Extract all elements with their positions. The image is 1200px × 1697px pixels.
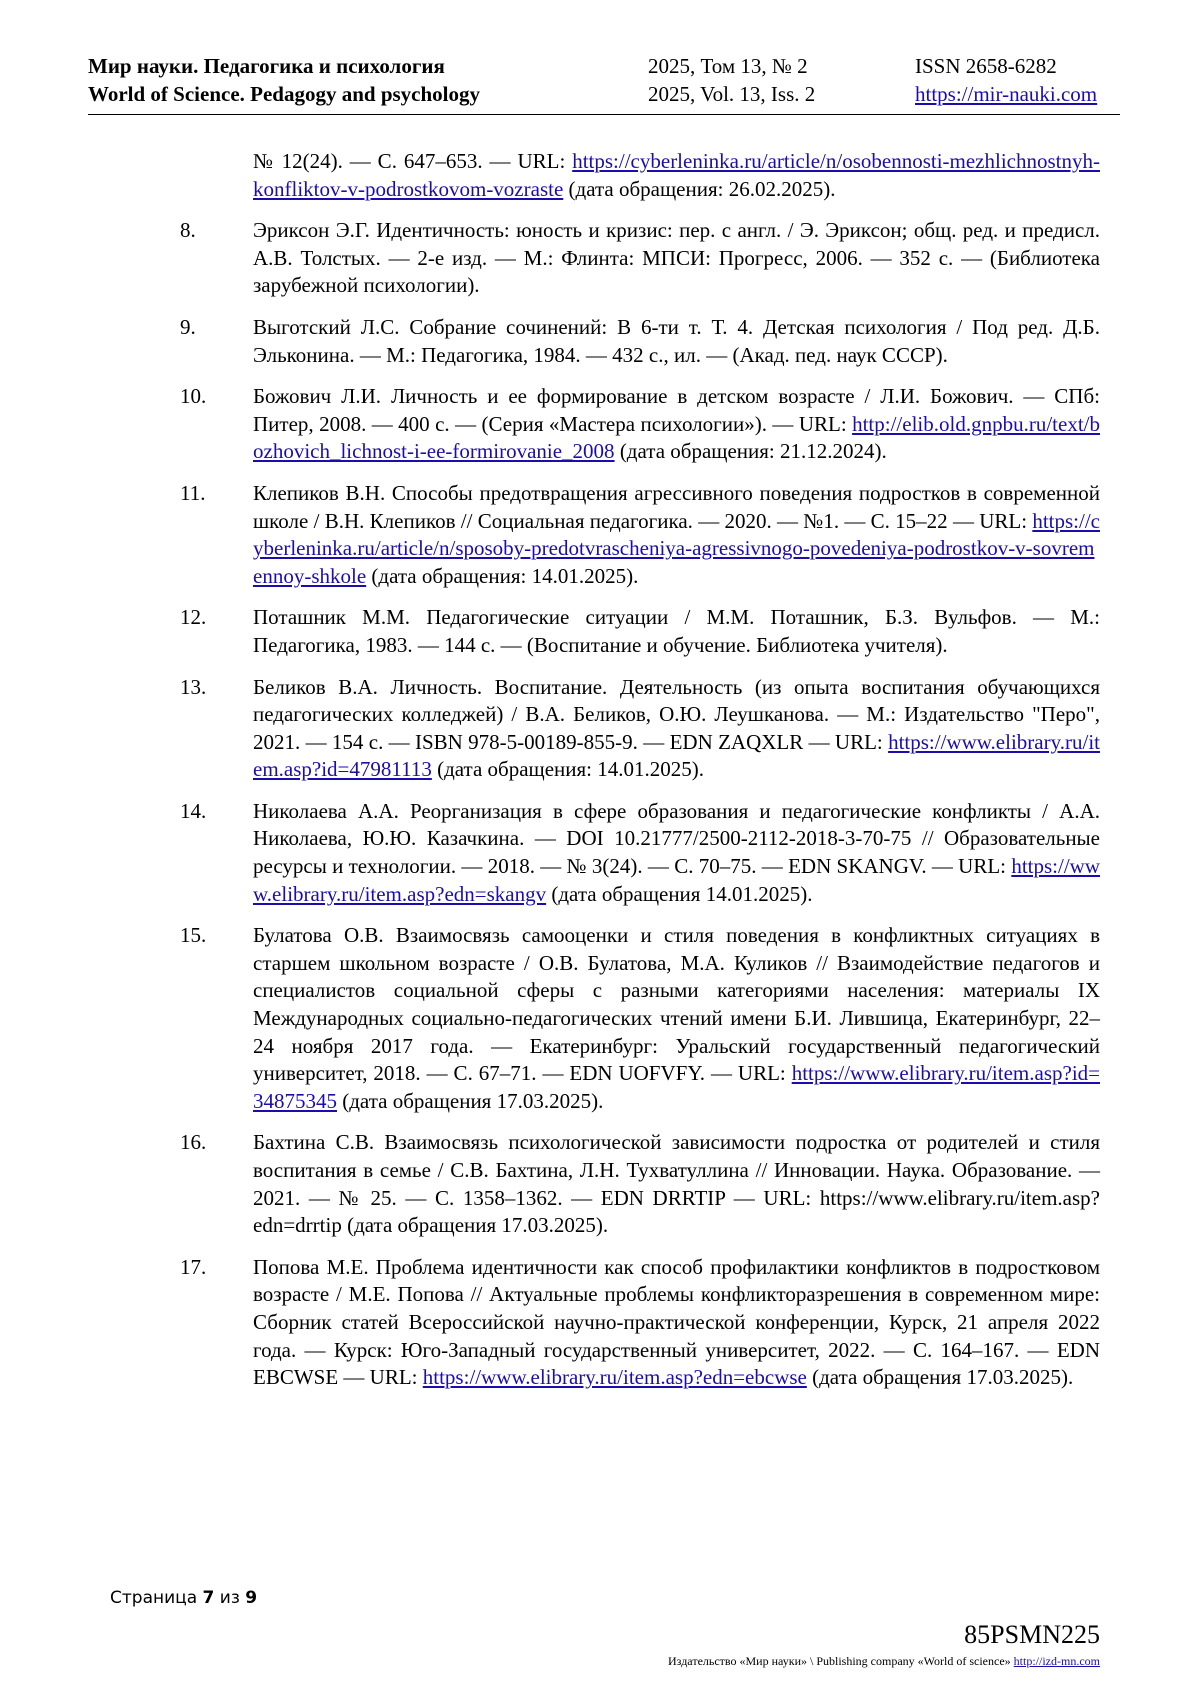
continuation-text: № 12(24). — С. 647–653. — URL: <box>253 149 573 173</box>
reference-link[interactable]: https://www.elibrary.ru/item.asp?edn=ebcwse <box>422 1365 807 1390</box>
reference-item <box>180 604 1100 659</box>
reference-body <box>253 798 1100 908</box>
article-code: 85PSMN225 <box>964 1620 1100 1649</box>
reference-text: Клепиков В.Н. Способы предотвращения агрессивного поведения подростков в современной школе / В.Н. Клепиков // Социальная педагогика. — 2020. — №1. — С. 15–22 — URL: <box>253 480 1100 533</box>
publisher-line <box>668 1654 1100 1669</box>
reference-link[interactable]: http://elib.old.gnpbu.ru/text/bozhovich_lichnost-i-ee-formirovanie_2008 <box>253 411 1100 464</box>
reference-link[interactable]: https://www.elibrary.ru/item.asp?id=34875345 <box>253 1061 1100 1113</box>
page-total: 9 <box>245 1588 258 1608</box>
reference-continuation <box>253 148 1100 203</box>
page-current: 7 <box>202 1588 215 1608</box>
reference-access-date: (дата обращения: 14.01.2025). <box>366 563 639 588</box>
reference-link[interactable]: https://www.elibrary.ru/item.asp?edn=skangv <box>253 854 1100 906</box>
reference-text: Николаева А.А. Реорганизация в сфере образования и педагогические конфликты / А.А. Николаева, Ю.Ю. Казачкина. — DOI 10.21777/2500-2112-2018-3-70-75 // Образовательные ресурсы и технологии. — 2018. — № 3(24). — С. 70–75. — EDN SKANGV. — URL: <box>253 798 1100 879</box>
reference-body <box>253 1254 1100 1392</box>
reference-number: 15. <box>180 923 207 948</box>
reference-text: Беликов В.А. Личность. Воспитание. Деятельность (из опыта воспитания обучающихся педагогических колледжей) / В.А. Беликов, О.Ю. Леушканова. — М.: Издательство "Перо", 2021. — 154 с. — ISBN 978-5-00189-855-9. — EDN ZAQXLR — URL: <box>253 674 1100 754</box>
continuation-link[interactable]: https://cyberleninka.ru/article/n/osobennosti-mezhlichnostnyh-konfliktov-v-podrostkovom-vozraste <box>253 149 1100 201</box>
reference-item <box>180 1254 1100 1392</box>
page-sep: из <box>219 1588 240 1608</box>
reference-link[interactable]: https://cyberleninka.ru/article/n/sposoby-predotvrascheniya-agressivnogo-povedeniya-podrostkov-v-sovremennoy-shkole <box>253 508 1100 588</box>
volume-ru: 2025, Том 13, № 2 <box>648 54 808 78</box>
reference-body <box>253 604 1100 659</box>
reference-item <box>180 314 1100 369</box>
reference-body <box>253 217 1100 300</box>
reference-text: Эриксон Э.Г. Идентичность: юность и кризис: пер. с англ. / Э. Эриксон; общ. ред. и предисл. А.В. Толстых. — 2-е изд. — М.: Флинта: МПСИ: Прогресс, 2006. — 352 с. — (Библиотека зарубежной психологии). <box>253 218 1100 298</box>
reference-text: Божович Л.И. Личность и ее формирование в детском возрасте / Л.И. Божович. — СПб: Питер, 2008. — 400 с. — (Серия «Мастера психологии»). — URL: <box>253 384 1100 436</box>
reference-number: 8. <box>180 218 196 243</box>
continuation-suffix: (дата обращения: 26.02.2025). <box>563 176 836 201</box>
publisher-link[interactable]: http://izd-mn.com <box>1013 1654 1100 1668</box>
journal-title-en: World of Science. Pedagogy and psychology <box>88 82 481 106</box>
reference-number: 11. <box>180 480 206 505</box>
reference-text: Булатова О.В. Взаимосвязь самооценки и стиля поведения в конфликтных ситуациях в старшем школьном возрасте / О.В. Булатова, М.А. Куликов // Взаимодействие педагогов и специалистов социальной сферы с разными категориями населения: материалы IX Международных социально-педагогических чтений имени Б.И. Лившица, Екатеринбург, 22–24 ноября 2017 года. — Екатеринбург: Уральский государственный педагогический университет, 2018. — С. 67–71. — EDN UOFVFY. — URL: <box>253 923 1100 1086</box>
volume-en: 2025, Vol. 13, Iss. 2 <box>648 82 816 106</box>
reference-item <box>180 1129 1100 1239</box>
reference-access-date: (дата обращения: 21.12.2024). <box>614 439 887 464</box>
reference-link[interactable]: https://www.elibrary.ru/item.asp?id=47981113 <box>253 729 1100 782</box>
reference-number: 14. <box>180 798 207 823</box>
reference-item <box>180 383 1100 466</box>
issn-block <box>915 52 1097 108</box>
issn: ISSN 2658-6282 <box>915 54 1057 78</box>
reference-number: 17. <box>180 1254 207 1279</box>
page-label: Страница <box>110 1588 198 1608</box>
reference-access-date: (дата обращения: 14.01.2025). <box>431 757 705 782</box>
reference-number: 16. <box>180 1130 207 1155</box>
reference-access-date: (дата обращения 17.03.2025). <box>806 1365 1074 1390</box>
reference-item <box>180 217 1100 300</box>
reference-body <box>253 1129 1100 1239</box>
page-counter <box>110 1588 257 1608</box>
reference-number: 10. <box>180 384 207 409</box>
reference-body <box>253 674 1100 784</box>
publisher-text: Издательство «Мир науки» \ Publishing company «World of science» <box>668 1654 1014 1668</box>
reference-item <box>180 922 1100 1115</box>
reference-body <box>253 314 1100 369</box>
journal-title <box>88 52 480 108</box>
reference-text: Поташник М.М. Педагогические ситуации / М.М. Поташник, Б.З. Вульфов. — М.: Педагогика, 1983. — 144 с. — (Воспитание и обучение. Библиотека учителя). <box>253 605 1100 657</box>
reference-access-date: (дата обращения 14.01.2025). <box>546 881 813 906</box>
reference-number: 13. <box>180 674 207 699</box>
reference-item <box>180 798 1100 908</box>
reference-number: 9. <box>180 314 196 339</box>
reference-text: Бахтина С.В. Взаимосвязь психологической зависимости подростка от родителей и стиля воспитания в семье / С.В. Бахтина, Л.Н. Тухватуллина // Инновации. Наука. Образование. — 2021. — № 25. — С. 1358–1362. — EDN DRRTIP — URL: https://www.elibrary.ru/item.asp?edn=drrtip (дата обращения 17.03.2025). <box>253 1130 1100 1238</box>
reference-access-date: (дата обращения 17.03.2025). <box>337 1088 604 1113</box>
journal-site-link[interactable]: https://mir-nauki.com <box>915 82 1098 106</box>
volume-info <box>648 52 815 108</box>
reference-item <box>180 674 1100 784</box>
reference-body <box>253 383 1100 466</box>
journal-title-ru: Мир науки. Педагогика и психология <box>88 54 445 78</box>
reference-body <box>253 922 1100 1115</box>
reference-text: Выготский Л.С. Собрание сочинений: В 6-ти т. Т. 4. Детская психология / Под ред. Д.Б. Эльконина. — М.: Педагогика, 1984. — 432 с., ил. — (Акад. пед. наук СССР). <box>253 314 1100 367</box>
reference-body <box>253 480 1100 590</box>
page-header <box>88 52 1120 115</box>
reference-list <box>180 148 1100 1392</box>
reference-number: 12. <box>180 605 207 630</box>
reference-item <box>180 480 1100 590</box>
reference-text: Попова М.Е. Проблема идентичности как способ профилактики конфликтов в подростковом возрасте / М.Е. Попова // Актуальные проблемы конфликторазрешения в современном мире: Сборник статей Всероссийской научно-практической конференции, Курск, 21 апреля 2022 года. — Курск: Юго-Западный государственный университет, 2022. — С. 164–167. — EDN EBCWSE — URL: <box>253 1254 1100 1390</box>
